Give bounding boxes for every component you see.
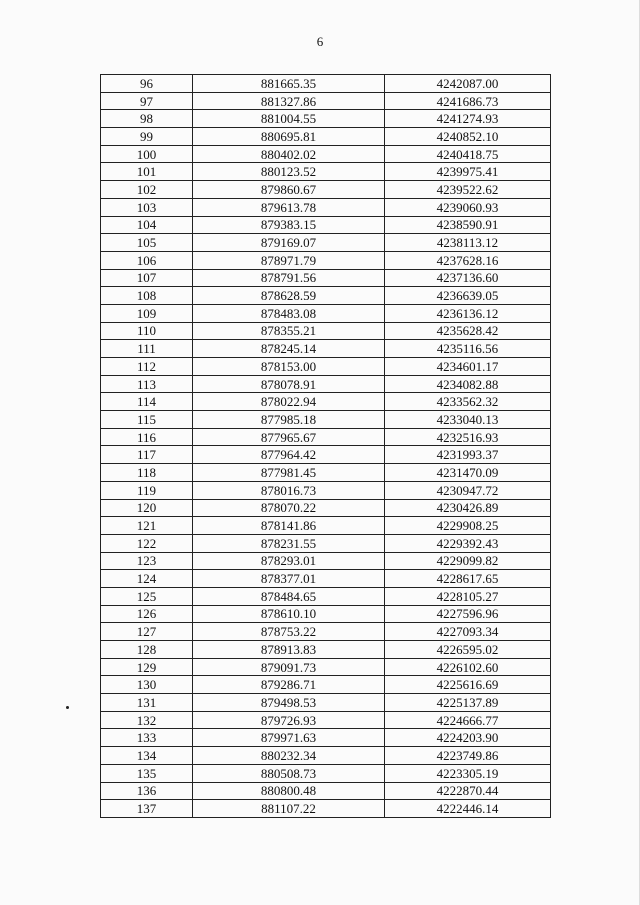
table-row: [101, 322, 551, 340]
table-row: [101, 729, 551, 747]
x-coordinate-cell: 878377.01: [193, 570, 385, 588]
y-coordinate-cell: 4225137.89: [385, 694, 551, 712]
y-coordinate-cell: 4228105.27: [385, 587, 551, 605]
table-row: [101, 358, 551, 376]
x-coordinate-cell: 878628.59: [193, 287, 385, 305]
table-row: [101, 464, 551, 482]
x-coordinate-cell: 878913.83: [193, 641, 385, 659]
table-row: [101, 446, 551, 464]
table-row: [101, 393, 551, 411]
table-row: [101, 747, 551, 765]
table-row: [101, 163, 551, 181]
table-row: [101, 517, 551, 535]
point-number-cell: 99: [101, 128, 193, 146]
x-coordinate-cell: 878971.79: [193, 251, 385, 269]
point-number-cell: 133: [101, 729, 193, 747]
x-coordinate-cell: 878078.91: [193, 375, 385, 393]
point-number-cell: 136: [101, 782, 193, 800]
x-coordinate-cell: 879613.78: [193, 198, 385, 216]
point-number-cell: 106: [101, 251, 193, 269]
table-row: [101, 711, 551, 729]
point-number-cell: 112: [101, 358, 193, 376]
table-row: [101, 570, 551, 588]
x-coordinate-cell: 877965.67: [193, 428, 385, 446]
point-number-cell: 97: [101, 92, 193, 110]
table-row: [101, 623, 551, 641]
x-coordinate-cell: 878293.01: [193, 552, 385, 570]
point-number-cell: 122: [101, 534, 193, 552]
table-row: [101, 499, 551, 517]
table-row: [101, 287, 551, 305]
y-coordinate-cell: 4230947.72: [385, 481, 551, 499]
x-coordinate-cell: 878070.22: [193, 499, 385, 517]
table-row: [101, 411, 551, 429]
point-number-cell: 109: [101, 304, 193, 322]
point-number-cell: 107: [101, 269, 193, 287]
y-coordinate-cell: 4239060.93: [385, 198, 551, 216]
x-coordinate-cell: 879726.93: [193, 711, 385, 729]
y-coordinate-cell: 4240852.10: [385, 128, 551, 146]
point-number-cell: 103: [101, 198, 193, 216]
x-coordinate-cell: 878245.14: [193, 340, 385, 358]
table-row: [101, 216, 551, 234]
y-coordinate-cell: 4222870.44: [385, 782, 551, 800]
x-coordinate-cell: 878355.21: [193, 322, 385, 340]
table-row: [101, 641, 551, 659]
x-coordinate-cell: 878153.00: [193, 358, 385, 376]
point-number-cell: 110: [101, 322, 193, 340]
point-number-cell: 96: [101, 75, 193, 93]
table-row: [101, 145, 551, 163]
y-coordinate-cell: 4223305.19: [385, 764, 551, 782]
x-coordinate-cell: 880508.73: [193, 764, 385, 782]
y-coordinate-cell: 4222446.14: [385, 800, 551, 818]
point-number-cell: 119: [101, 481, 193, 499]
y-coordinate-cell: 4240418.75: [385, 145, 551, 163]
y-coordinate-cell: 4225616.69: [385, 676, 551, 694]
table-row: [101, 676, 551, 694]
table-row: [101, 304, 551, 322]
table-row: [101, 605, 551, 623]
x-coordinate-cell: 880800.48: [193, 782, 385, 800]
table-row: [101, 552, 551, 570]
x-coordinate-cell: 877985.18: [193, 411, 385, 429]
y-coordinate-cell: 4228617.65: [385, 570, 551, 588]
y-coordinate-cell: 4232516.93: [385, 428, 551, 446]
y-coordinate-cell: 4239975.41: [385, 163, 551, 181]
x-coordinate-cell: 879383.15: [193, 216, 385, 234]
point-number-cell: 130: [101, 676, 193, 694]
point-number-cell: 115: [101, 411, 193, 429]
x-coordinate-cell: 878610.10: [193, 605, 385, 623]
x-coordinate-cell: 881665.35: [193, 75, 385, 93]
y-coordinate-cell: 4224203.90: [385, 729, 551, 747]
point-number-cell: 104: [101, 216, 193, 234]
x-coordinate-cell: 879971.63: [193, 729, 385, 747]
table-row: [101, 534, 551, 552]
y-coordinate-cell: 4230426.89: [385, 499, 551, 517]
point-number-cell: 137: [101, 800, 193, 818]
point-number-cell: 124: [101, 570, 193, 588]
x-coordinate-cell: 881004.55: [193, 110, 385, 128]
y-coordinate-cell: 4235628.42: [385, 322, 551, 340]
x-coordinate-cell: 878484.65: [193, 587, 385, 605]
y-coordinate-cell: 4239522.62: [385, 181, 551, 199]
x-coordinate-cell: 881327.86: [193, 92, 385, 110]
x-coordinate-cell: 877964.42: [193, 446, 385, 464]
table-row: [101, 481, 551, 499]
y-coordinate-cell: 4236639.05: [385, 287, 551, 305]
y-coordinate-cell: 4226595.02: [385, 641, 551, 659]
table-row: [101, 340, 551, 358]
table-row: [101, 92, 551, 110]
y-coordinate-cell: 4234082.88: [385, 375, 551, 393]
y-coordinate-cell: 4223749.86: [385, 747, 551, 765]
y-coordinate-cell: 4233040.13: [385, 411, 551, 429]
point-number-cell: 117: [101, 446, 193, 464]
page-number: 6: [316, 34, 324, 49]
point-number-cell: 108: [101, 287, 193, 305]
x-coordinate-cell: 879498.53: [193, 694, 385, 712]
point-number-cell: 131: [101, 694, 193, 712]
x-coordinate-cell: 878483.08: [193, 304, 385, 322]
x-coordinate-cell: 878753.22: [193, 623, 385, 641]
table-row: [101, 128, 551, 146]
point-number-cell: 98: [101, 110, 193, 128]
x-coordinate-cell: 878141.86: [193, 517, 385, 535]
point-number-cell: 128: [101, 641, 193, 659]
x-coordinate-cell: 877981.45: [193, 464, 385, 482]
table-row: [101, 658, 551, 676]
point-number-cell: 116: [101, 428, 193, 446]
table-row: [101, 587, 551, 605]
table-row: [101, 75, 551, 93]
y-coordinate-cell: 4231993.37: [385, 446, 551, 464]
point-number-cell: 114: [101, 393, 193, 411]
y-coordinate-cell: 4229392.43: [385, 534, 551, 552]
coordinates-table: [100, 74, 551, 818]
x-coordinate-cell: 878022.94: [193, 393, 385, 411]
point-number-cell: 125: [101, 587, 193, 605]
table-row: [101, 800, 551, 818]
x-coordinate-cell: 880232.34: [193, 747, 385, 765]
x-coordinate-cell: 880123.52: [193, 163, 385, 181]
y-coordinate-cell: 4233562.32: [385, 393, 551, 411]
table-row: [101, 694, 551, 712]
coordinates-table-body: [101, 75, 551, 818]
x-coordinate-cell: 878231.55: [193, 534, 385, 552]
y-coordinate-cell: 4229099.82: [385, 552, 551, 570]
point-number-cell: 134: [101, 747, 193, 765]
point-number-cell: 102: [101, 181, 193, 199]
table-row: [101, 375, 551, 393]
point-number-cell: 120: [101, 499, 193, 517]
table-row: [101, 269, 551, 287]
y-coordinate-cell: 4237136.60: [385, 269, 551, 287]
point-number-cell: 126: [101, 605, 193, 623]
x-coordinate-cell: 878791.56: [193, 269, 385, 287]
point-number-cell: 100: [101, 145, 193, 163]
point-number-cell: 123: [101, 552, 193, 570]
y-coordinate-cell: 4236136.12: [385, 304, 551, 322]
point-number-cell: 118: [101, 464, 193, 482]
y-coordinate-cell: 4241686.73: [385, 92, 551, 110]
y-coordinate-cell: 4238590.91: [385, 216, 551, 234]
table-row: [101, 198, 551, 216]
y-coordinate-cell: 4227093.34: [385, 623, 551, 641]
x-coordinate-cell: 879286.71: [193, 676, 385, 694]
y-coordinate-cell: 4227596.96: [385, 605, 551, 623]
y-coordinate-cell: 4235116.56: [385, 340, 551, 358]
table-row: [101, 181, 551, 199]
x-coordinate-cell: 880402.02: [193, 145, 385, 163]
x-coordinate-cell: 881107.22: [193, 800, 385, 818]
table-row: [101, 110, 551, 128]
y-coordinate-cell: 4238113.12: [385, 234, 551, 252]
point-number-cell: 135: [101, 764, 193, 782]
x-coordinate-cell: 880695.81: [193, 128, 385, 146]
table-row: [101, 251, 551, 269]
x-coordinate-cell: 879860.67: [193, 181, 385, 199]
point-number-cell: 121: [101, 517, 193, 535]
y-coordinate-cell: 4231470.09: [385, 464, 551, 482]
y-coordinate-cell: 4242087.00: [385, 75, 551, 93]
x-coordinate-cell: 878016.73: [193, 481, 385, 499]
x-coordinate-cell: 879091.73: [193, 658, 385, 676]
point-number-cell: 111: [101, 340, 193, 358]
y-coordinate-cell: 4237628.16: [385, 251, 551, 269]
point-number-cell: 127: [101, 623, 193, 641]
point-number-cell: 132: [101, 711, 193, 729]
y-coordinate-cell: 4234601.17: [385, 358, 551, 376]
point-number-cell: 113: [101, 375, 193, 393]
y-coordinate-cell: 4226102.60: [385, 658, 551, 676]
table-row: [101, 234, 551, 252]
table-row: [101, 428, 551, 446]
table-row: [101, 782, 551, 800]
point-number-cell: 129: [101, 658, 193, 676]
table-row: [101, 764, 551, 782]
x-coordinate-cell: 879169.07: [193, 234, 385, 252]
y-coordinate-cell: 4241274.93: [385, 110, 551, 128]
y-coordinate-cell: 4229908.25: [385, 517, 551, 535]
scan-mark: [66, 706, 69, 709]
point-number-cell: 101: [101, 163, 193, 181]
y-coordinate-cell: 4224666.77: [385, 711, 551, 729]
point-number-cell: 105: [101, 234, 193, 252]
